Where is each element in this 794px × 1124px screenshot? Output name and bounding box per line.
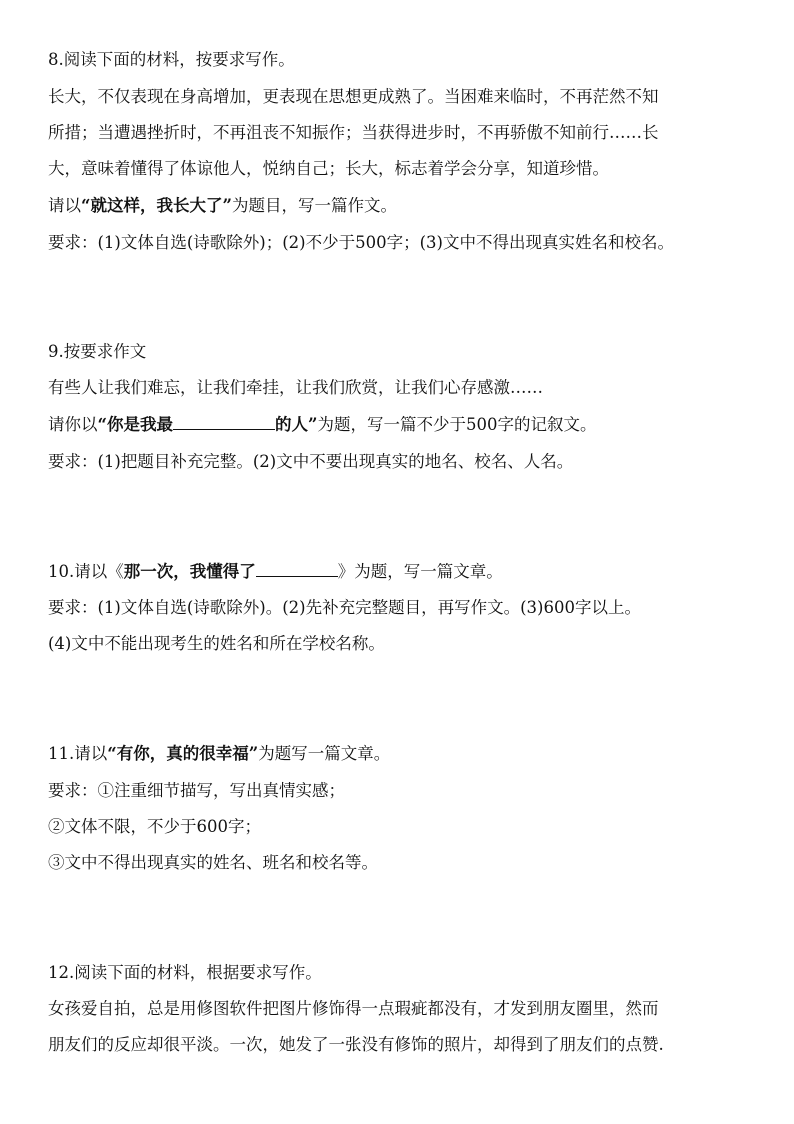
- q8-essay-title: “就这样，我长大了”: [81, 196, 232, 215]
- q9-heading: 9.按要求作文: [48, 342, 147, 361]
- q11-essay-title: “有你，真的很幸福”: [107, 744, 259, 763]
- q8-prompt-suffix: 为题目，写一篇作文。: [231, 196, 397, 215]
- q11-prompt-suffix: 为题写一篇文章。: [258, 744, 391, 763]
- q9-material: 有些人让我们难忘，让我们牵挂，让我们欣赏，让我们心存感激……: [48, 378, 543, 397]
- q8-prompt-prefix: 请以: [48, 196, 81, 215]
- q10-requirements-line-1: 要求：(1)文体自选(诗歌除外)。(2)先补充完整题目，再写作文。(3)600字以上。: [48, 598, 641, 617]
- q12-material-line-2: 朋友们的反应却很平淡。一次，她发了一张没有修饰的照片，却得到了朋友们的点赞.: [48, 1035, 664, 1054]
- q12-material-line-1: 女孩爱自拍，总是用修图软件把图片修饰得一点瑕疵都没有，才发到朋友圈里，然而: [48, 999, 659, 1018]
- q12-heading: 12.阅读下面的材料，根据要求写作。: [48, 963, 322, 982]
- q11-requirement-3: ③文中不得出现真实的姓名、班名和校名等。: [48, 853, 378, 872]
- q8-heading: 8.阅读下面的材料，按要求写作。: [48, 50, 295, 69]
- q8-material-line-3: 大，意味着懂得了体谅他人，悦纳自己；长大，标志着学会分享，知道珍惜。: [48, 159, 609, 178]
- q10-title-blank: [256, 560, 338, 577]
- q10-prompt-prefix: 10.请以《: [48, 562, 124, 581]
- q9-title-blank: [173, 413, 275, 430]
- q11-requirement-2: ②文体不限，不少于600字；: [48, 817, 261, 836]
- q9-prompt: [48, 413, 768, 437]
- q10-prompt-suffix: 》为题，写一篇文章。: [337, 562, 503, 581]
- q8-requirements: 要求：(1)文体自选(诗歌除外)；(2)不少于500字；(3)文中不得出现真实姓名和校名。: [48, 233, 674, 252]
- q8-material-line-2: 所措；当遭遇挫折时，不再沮丧不知振作；当获得进步时，不再骄傲不知前行……长: [48, 123, 659, 142]
- q11-requirement-1: 要求：①注重细节描写，写出真情实感；: [48, 781, 345, 800]
- q9-essay-title-start: “你是我最: [97, 415, 173, 434]
- q9-essay-title-end: 的人”: [275, 415, 318, 434]
- q11-prompt: [48, 742, 768, 766]
- q8-prompt: [48, 194, 768, 218]
- q10-prompt: [48, 560, 768, 584]
- q10-essay-title: 那一次，我懂得了: [123, 562, 256, 581]
- q11-prompt-prefix: 11.请以: [48, 744, 108, 763]
- q9-prompt-prefix: 请你以: [48, 415, 98, 434]
- q8-material-line-1: 长大，不仅表现在身高增加，更表现在思想更成熟了。当困难来临时，不再茫然不知: [48, 87, 659, 106]
- q9-prompt-suffix: 为题，写一篇不少于500字的记叙文。: [317, 415, 597, 434]
- q9-requirements: 要求：(1)把题目补充完整。(2)文中不要出现真实的地名、校名、人名。: [48, 452, 574, 471]
- q10-requirements-line-2: (4)文中不能出现考生的姓名和所在学校名称。: [48, 634, 385, 653]
